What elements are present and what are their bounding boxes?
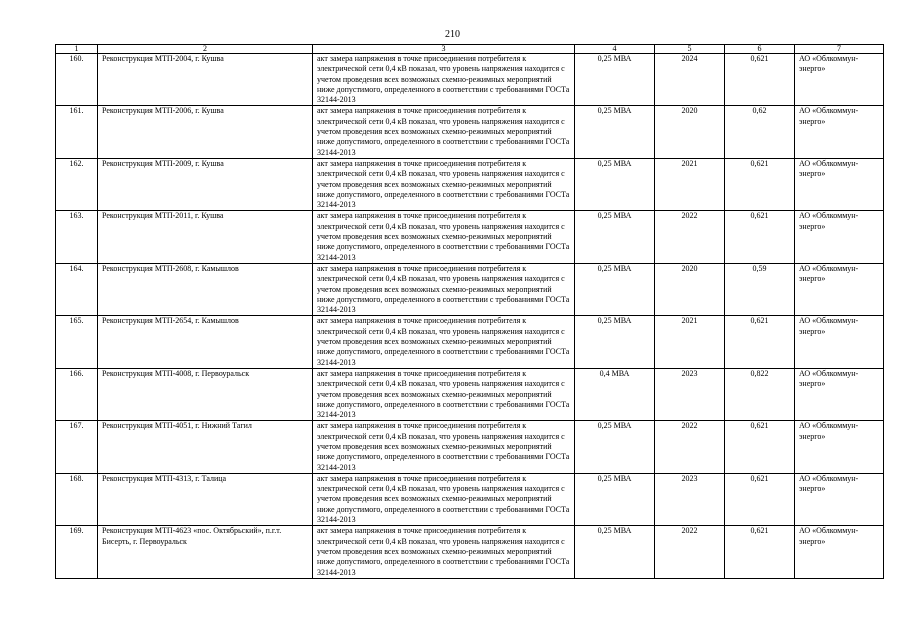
organization-name: АО «Облкоммун-энерго»: [795, 158, 884, 210]
table-row: [56, 106, 884, 158]
row-number: 162.: [56, 158, 98, 210]
row-number: 168.: [56, 473, 98, 525]
cost-value: 0,621: [725, 54, 795, 106]
cost-value: 0,621: [725, 526, 795, 578]
table-row: [56, 526, 884, 578]
capacity-value: 0,25 МВА: [575, 526, 655, 578]
organization-name: АО «Облкоммун-энерго»: [795, 54, 884, 106]
organization-name: АО «Облкоммун-энерго»: [795, 473, 884, 525]
cost-value: 0,822: [725, 368, 795, 420]
table-row: [56, 54, 884, 106]
cost-value: 0,62: [725, 106, 795, 158]
organization-name: АО «Облкоммун-энерго»: [795, 316, 884, 368]
justification-text: акт замера напряжения в точке присоединения потребителя к электрической сети 0,4 кВ показал, что уровень напряжения находится с учетом проведения всех возможных схемно-режимных мероприятий ниже допустимого, определенного в соответствии с требованиями ГОСТа 32144-2013: [313, 368, 575, 420]
year-value: 2022: [655, 421, 725, 473]
project-name: Реконструкция МТП-2004, г. Кушва: [98, 54, 313, 106]
column-header-3: 3: [313, 45, 575, 54]
cost-value: 0,621: [725, 316, 795, 368]
row-number: 169.: [56, 526, 98, 578]
justification-text: акт замера напряжения в точке присоединения потребителя к электрической сети 0,4 кВ показал, что уровень напряжения находится с учетом проведения всех возможных схемно-режимных мероприятий ниже допустимого, определенного в соответствии с требованиями ГОСТа 32144-2013: [313, 421, 575, 473]
table-body: [56, 54, 884, 579]
capacity-value: 0,25 МВА: [575, 211, 655, 263]
project-name: Реконструкция МТП-4313, г. Талица: [98, 473, 313, 525]
capacity-value: 0,25 МВА: [575, 158, 655, 210]
year-value: 2023: [655, 473, 725, 525]
year-value: 2021: [655, 158, 725, 210]
capacity-value: 0,25 МВА: [575, 263, 655, 315]
year-value: 2020: [655, 263, 725, 315]
organization-name: АО «Облкоммун-энерго»: [795, 421, 884, 473]
project-name: Реконструкция МТП-2654, г. Камышлов: [98, 316, 313, 368]
project-name: Реконструкция МТП-2011, г. Кушва: [98, 211, 313, 263]
year-value: 2023: [655, 368, 725, 420]
project-name: Реконструкция МТП-2006, г. Кушва: [98, 106, 313, 158]
project-name: Реконструкция МТП-4008, г. Первоуральск: [98, 368, 313, 420]
year-value: 2021: [655, 316, 725, 368]
year-value: 2020: [655, 106, 725, 158]
column-header-7: 7: [795, 45, 884, 54]
project-name: Реконструкция МТП-4051, г. Нижний Тагил: [98, 421, 313, 473]
document-table: [55, 44, 884, 579]
year-value: 2024: [655, 54, 725, 106]
column-header-4: 4: [575, 45, 655, 54]
capacity-value: 0,25 МВА: [575, 316, 655, 368]
table-header-row: [56, 45, 884, 54]
column-header-2: 2: [98, 45, 313, 54]
column-header-6: 6: [725, 45, 795, 54]
table-row: [56, 316, 884, 368]
table-row: [56, 473, 884, 525]
table-row: [56, 263, 884, 315]
column-header-1: 1: [56, 45, 98, 54]
table-row: [56, 368, 884, 420]
table-row: [56, 211, 884, 263]
cost-value: 0,621: [725, 473, 795, 525]
justification-text: акт замера напряжения в точке присоединения потребителя к электрической сети 0,4 кВ показал, что уровень напряжения находится с учетом проведения всех возможных схемно-режимных мероприятий ниже допустимого, определенного в соответствии с требованиями ГОСТа 32144-2013: [313, 473, 575, 525]
capacity-value: 0,25 МВА: [575, 54, 655, 106]
justification-text: акт замера напряжения в точке присоединения потребителя к электрической сети 0,4 кВ показал, что уровень напряжения находится с учетом проведения всех возможных схемно-режимных мероприятий ниже допустимого, определенного в соответствии с требованиями ГОСТа 32144-2013: [313, 54, 575, 106]
organization-name: АО «Облкоммун-энерго»: [795, 263, 884, 315]
organization-name: АО «Облкоммун-энерго»: [795, 368, 884, 420]
justification-text: акт замера напряжения в точке присоединения потребителя к электрической сети 0,4 кВ показал, что уровень напряжения находится с учетом проведения всех возможных схемно-режимных мероприятий ниже допустимого, определенного в соответствии с требованиями ГОСТа 32144-2013: [313, 263, 575, 315]
capacity-value: 0,25 МВА: [575, 106, 655, 158]
project-name: Реконструкция МТП-2009, г. Кушва: [98, 158, 313, 210]
year-value: 2022: [655, 211, 725, 263]
cost-value: 0,621: [725, 211, 795, 263]
organization-name: АО «Облкоммун-энерго»: [795, 211, 884, 263]
cost-value: 0,621: [725, 421, 795, 473]
organization-name: АО «Облкоммун-энерго»: [795, 526, 884, 578]
column-header-5: 5: [655, 45, 725, 54]
project-name: Реконструкция МТП-2608, г. Камышлов: [98, 263, 313, 315]
row-number: 160.: [56, 54, 98, 106]
justification-text: акт замера напряжения в точке присоединения потребителя к электрической сети 0,4 кВ показал, что уровень напряжения находится с учетом проведения всех возможных схемно-режимных мероприятий ниже допустимого, определенного в соответствии с требованиями ГОСТа 32144-2013: [313, 158, 575, 210]
year-value: 2022: [655, 526, 725, 578]
table-row: [56, 158, 884, 210]
justification-text: акт замера напряжения в точке присоединения потребителя к электрической сети 0,4 кВ показал, что уровень напряжения находится с учетом проведения всех возможных схемно-режимных мероприятий ниже допустимого, определенного в соответствии с требованиями ГОСТа 32144-2013: [313, 106, 575, 158]
row-number: 167.: [56, 421, 98, 473]
justification-text: акт замера напряжения в точке присоединения потребителя к электрической сети 0,4 кВ показал, что уровень напряжения находится с учетом проведения всех возможных схемно-режимных мероприятий ниже допустимого, определенного в соответствии с требованиями ГОСТа 32144-2013: [313, 526, 575, 578]
row-number: 161.: [56, 106, 98, 158]
table-header: [56, 45, 884, 54]
capacity-value: 0,25 МВА: [575, 473, 655, 525]
page-number: 210: [445, 29, 460, 40]
row-number: 165.: [56, 316, 98, 368]
capacity-value: 0,25 МВА: [575, 421, 655, 473]
row-number: 164.: [56, 263, 98, 315]
table-row: [56, 421, 884, 473]
row-number: 163.: [56, 211, 98, 263]
project-name: Реконструкция МТП-4623 «пос. Октябрьский», п.г.т. Бисерть, г. Первоуральск: [98, 526, 313, 578]
cost-value: 0,59: [725, 263, 795, 315]
justification-text: акт замера напряжения в точке присоединения потребителя к электрической сети 0,4 кВ показал, что уровень напряжения находится с учетом проведения всех возможных схемно-режимных мероприятий ниже допустимого, определенного в соответствии с требованиями ГОСТа 32144-2013: [313, 211, 575, 263]
row-number: 166.: [56, 368, 98, 420]
cost-value: 0,621: [725, 158, 795, 210]
organization-name: АО «Облкоммун-энерго»: [795, 106, 884, 158]
justification-text: акт замера напряжения в точке присоединения потребителя к электрической сети 0,4 кВ показал, что уровень напряжения находится с учетом проведения всех возможных схемно-режимных мероприятий ниже допустимого, определенного в соответствии с требованиями ГОСТа 32144-2013: [313, 316, 575, 368]
capacity-value: 0,4 МВА: [575, 368, 655, 420]
